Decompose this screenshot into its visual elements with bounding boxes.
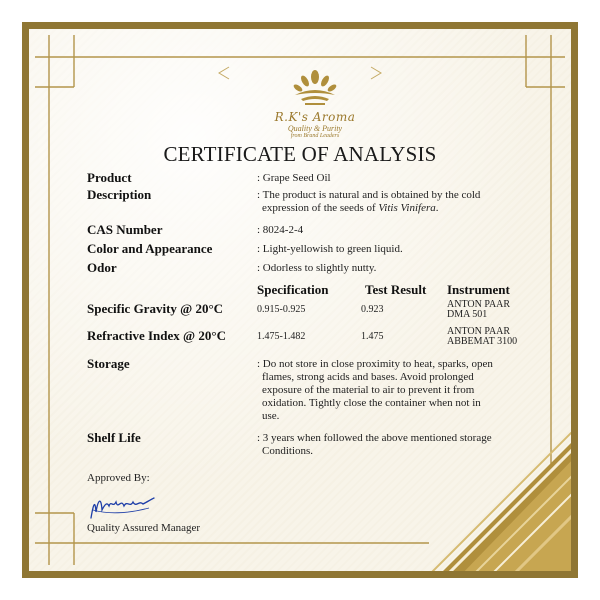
page-title: CERTIFICATE OF ANALYSIS <box>163 142 437 166</box>
brand-subtagline: from Brand Leaders <box>290 133 340 139</box>
shelf-life-line-1: : 3 years when followed the above mentioned storage <box>257 432 492 444</box>
description-period: . <box>435 202 439 214</box>
specific-gravity-label: Specific Gravity @ 20°C <box>87 301 224 316</box>
storage-line-2: flames, strong acids and bases. Avoid prolonged <box>262 371 474 383</box>
shelf-life-line-2: Conditions. <box>262 445 314 457</box>
cas-label: CAS Number <box>87 222 163 237</box>
signature <box>87 488 157 524</box>
approver-role: Quality Assured Manager <box>87 522 201 534</box>
product-label: Product <box>87 170 132 185</box>
certificate-frame <box>22 22 578 578</box>
odor-label: Odor <box>87 260 117 275</box>
storage-line-5: use. <box>262 410 280 422</box>
color-label: Color and Appearance <box>87 241 213 256</box>
instrument-header: Instrument <box>447 282 510 297</box>
description-line-2 <box>262 202 532 215</box>
refractive-index-instrument-1: ANTON PAAR <box>447 326 511 337</box>
shelf-life-label: Shelf Life <box>87 430 141 445</box>
storage-label: Storage <box>87 356 130 371</box>
description-line-1: : The product is natural and is obtained by the cold <box>257 189 481 201</box>
refractive-index-spec: 1.475-1.482 <box>257 331 306 342</box>
storage-line-1: : Do not store in close proximity to heat, sparks, open <box>257 358 493 370</box>
brand-tagline: Quality & Purity <box>287 124 343 133</box>
storage-line-4: oxidation. Tightly close the container when not in <box>262 397 481 409</box>
refractive-index-label: Refractive Index @ 20°C <box>87 328 226 343</box>
odor-value: : Odorless to slightly nutty. <box>257 262 377 274</box>
specific-gravity-instrument-2: DMA 501 <box>447 309 488 320</box>
color-value: : Light-yellowish to green liquid. <box>257 243 403 255</box>
product-value: : Grape Seed Oil <box>257 172 331 184</box>
species-name: Vitis Vinifera <box>378 202 436 214</box>
refractive-index-result: 1.475 <box>361 331 384 342</box>
description-text: expression of the seeds of <box>262 202 379 214</box>
description-label: Description <box>87 187 152 202</box>
refractive-index-instrument-2: ABBEMAT 3100 <box>447 336 518 347</box>
specific-gravity-result: 0.923 <box>361 304 384 315</box>
cas-value: : 8024-2-4 <box>257 224 304 236</box>
brand-name: R.K's Aroma <box>274 110 356 124</box>
storage-line-3: exposure of the material to air to prevent it from <box>262 384 475 396</box>
specification-header: Specification <box>257 282 329 297</box>
lotus-ornament-icon <box>287 69 343 109</box>
specific-gravity-instrument-1: ANTON PAAR <box>447 299 511 310</box>
specific-gravity-spec: 0.915-0.925 <box>257 304 306 315</box>
test-result-header: Test Result <box>365 282 427 297</box>
approved-by-label: Approved By: <box>87 472 150 484</box>
